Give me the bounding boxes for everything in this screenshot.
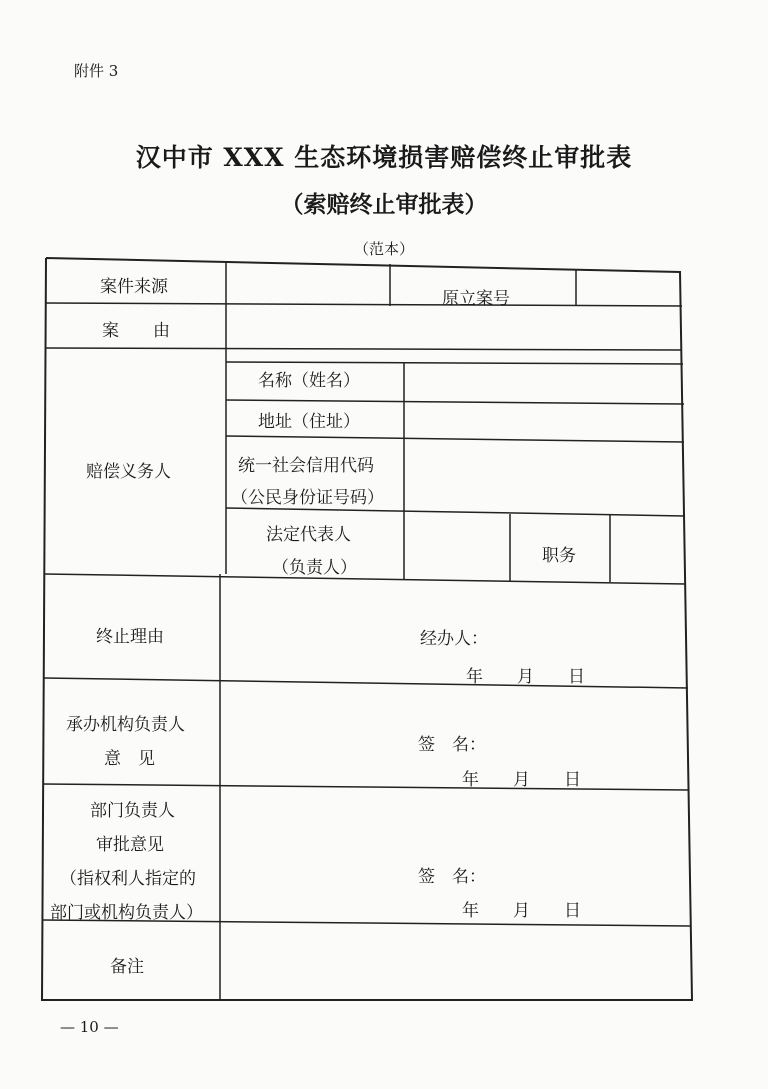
obligor-name-field[interactable] [412,368,672,398]
position-field[interactable] [616,522,678,578]
original-case-no-field[interactable] [584,278,674,302]
handler-label: 经办人： [420,629,488,649]
legal-rep-field[interactable] [412,520,504,576]
obligor-name-label: 名称（姓名） [258,371,360,391]
case-source-field[interactable] [232,272,382,300]
dept-approval-label: 审批意见 [96,835,164,855]
signature-label: 签 名： [418,867,486,887]
credit-code-label: 统一社会信用代码 [238,456,374,476]
remarks-field[interactable] [228,934,684,994]
dept-note-label-2: 部门或机构负责人） [50,903,203,923]
dept-head-label: 部门负责人 [90,801,175,821]
dept-note-label: （指权利人指定的 [60,869,196,889]
date-label: 年 月 日 [466,667,585,687]
sample-note: （范本） [353,240,414,258]
position-label: 职务 [542,546,576,566]
page-number: — 10 — [60,1018,119,1036]
termination-reason-label: 终止理由 [96,627,164,647]
undertaker-opinion-label: 意 见 [104,749,155,769]
case-reason-field[interactable] [232,312,672,344]
date-label: 年 月 日 [462,770,581,790]
credit-code-field[interactable] [412,448,674,508]
case-reason-label: 案 由 [102,321,170,341]
obligor-address-field[interactable] [412,408,672,438]
responsible-person-label: （负责人） [272,558,357,578]
id-number-label: （公民身份证号码） [231,488,384,508]
undertaker-head-label: 承办机构负责人 [66,715,185,735]
form-title: 汉中市 XXX 生态环境损害赔偿终止审批表 [135,143,633,172]
remarks-label: 备注 [110,957,144,977]
obligor-address-label: 地址（住址） [258,412,360,432]
case-source-label: 案件来源 [100,277,168,297]
attachment-label: 附件 3 [74,62,119,80]
obligor-label: 赔偿义务人 [86,462,171,482]
signature-label: 签 名： [418,735,486,755]
legal-rep-label: 法定代表人 [266,525,351,545]
original-case-no-label: 原立案号 [442,289,510,309]
date-label: 年 月 日 [462,901,581,921]
form-subtitle: （索赔终止审批表） [280,191,488,218]
